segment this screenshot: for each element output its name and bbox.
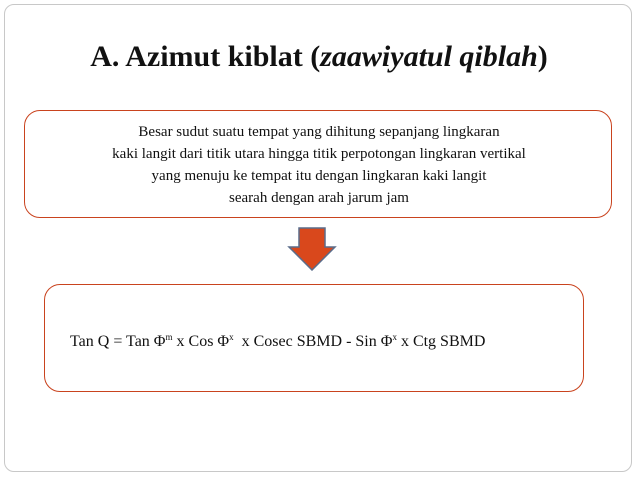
- formula-part-2: x Cos Φ: [172, 333, 230, 350]
- formula-part-1: Tan Q = Tan Φ: [70, 333, 166, 350]
- down-arrow-shape: [289, 228, 335, 270]
- definition-box: [24, 110, 612, 218]
- formula-sup-3: x: [392, 332, 397, 342]
- formula-part-3: x Cosec SBMD - Sin Φ: [233, 333, 393, 350]
- definition-line-3: yang menuju ke tempat itu dengan lingkaran kaki langit: [151, 168, 487, 184]
- definition-line-4: searah dengan arah jarum jam: [229, 190, 409, 206]
- formula: [70, 333, 485, 351]
- definition-line-1: Besar sudut suatu tempat yang dihitung sepanjang lingkaran: [138, 124, 500, 140]
- formula-sup-2: x: [229, 332, 234, 342]
- definition-text: [25, 121, 613, 209]
- definition-line-2: kaki langit dari titik utara hingga titik perpotongan lingkaran vertikal: [112, 146, 526, 162]
- down-arrow-icon: [287, 227, 337, 271]
- title-italic: zaawiyatul qiblah: [320, 40, 538, 73]
- formula-part-4: x Ctg SBMD: [396, 333, 486, 350]
- formula-sup-1: m: [165, 332, 173, 342]
- slide-title: [0, 40, 638, 74]
- title-prefix: A. Azimut kiblat (: [90, 40, 321, 73]
- title-suffix: ): [537, 40, 548, 73]
